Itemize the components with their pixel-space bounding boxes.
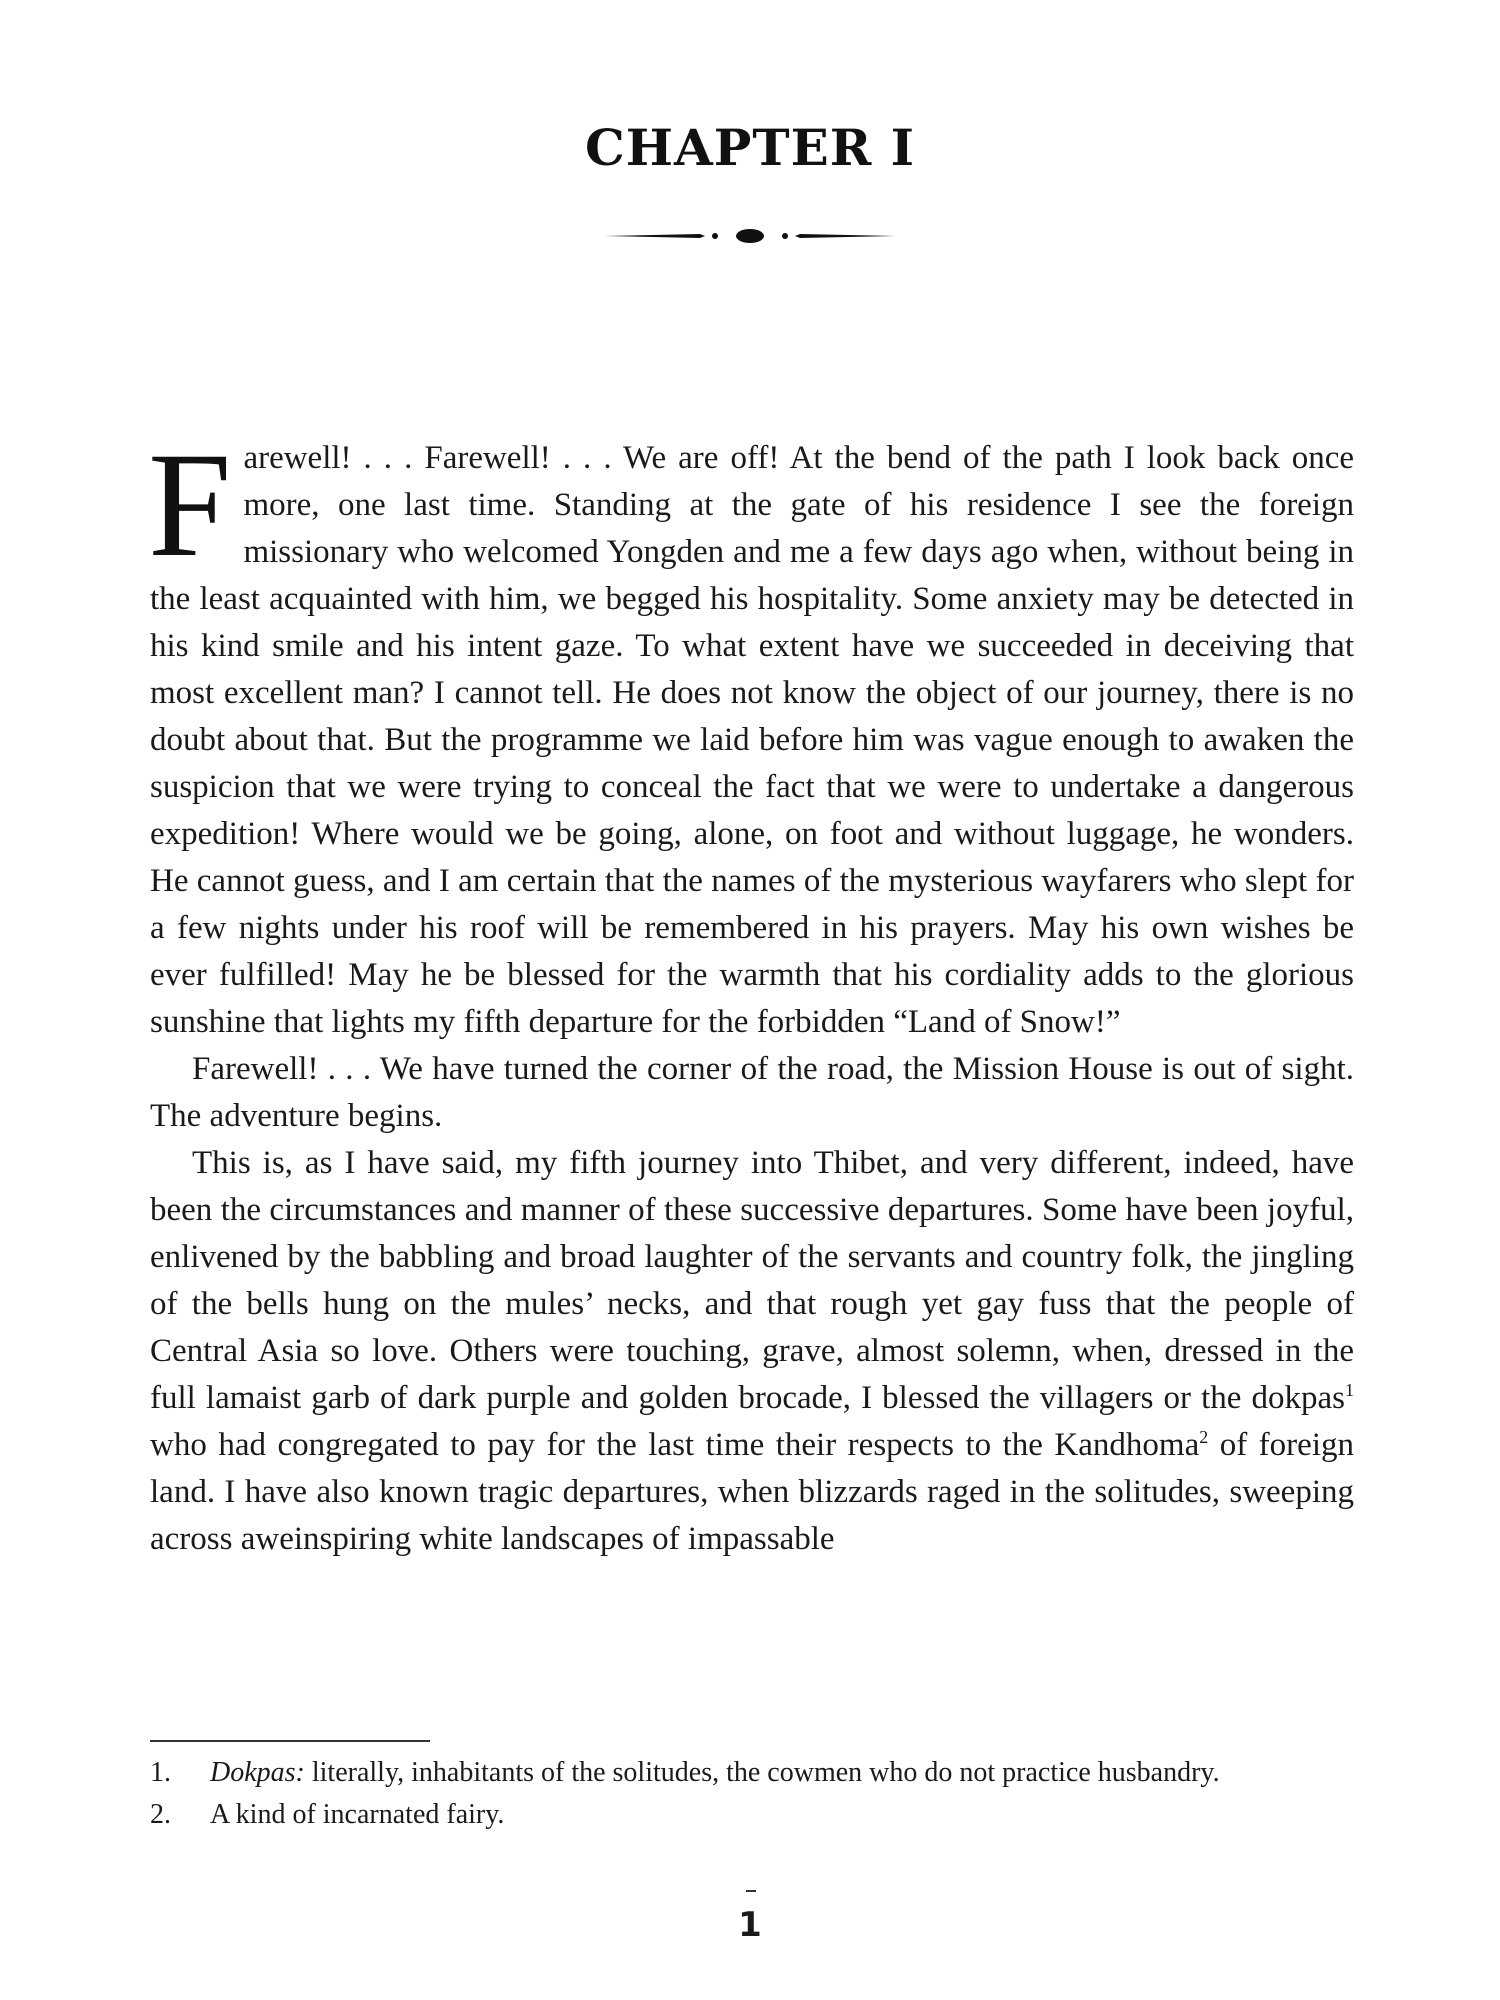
footnotes <box>150 1752 1354 1836</box>
paragraph-3-text-a: This is, as I have said, my fifth journey into Thibet, and very different, indeed, have been the circumstances and manner of these successive departures. Some have been joyful, enlivened by the babbling and broad laughter of the servants and country folk, the jingling of the bells hung on the mules’ necks, and that rough yet gay fuss that the people of Central Asia so love. Others were touching, grave, almost solemn, when, dressed in the full lamaist garb of dark purple and golden brocade, I blessed the villagers or the dokpas <box>150 1145 1354 1416</box>
paragraph-3-text-b: who had congregated to pay for the last time their respects to the Kandhoma <box>150 1427 1200 1463</box>
page-number: 1 <box>738 1905 762 1945</box>
paragraph-1-text: arewell! . . . Farewell! . . . We are off! At the bend of the path I look back once more, one last time. Standing at the gate of his residence I see the foreign missionary who welcomed Yongden and me a few days ago when, without being in the least acquainted with him, we begged his hospitality. Some anxiety may be detected in his kind smile and his intent gaze. To what extent have we succeeded in deceiving that most excellent man? I cannot tell. He does not know the object of our journey, there is no doubt about that. But the programme we laid before him was vague enough to awaken the suspicion that we were trying to conceal the fact that we were to undertake a dangerous expedition! Where would we be going, alone, on foot and without luggage, he wonders. He cannot guess, and I am certain that the names of the mysterious wayfarers who slept for a few nights under his roof will be remembered in his prayers. May his own wishes be ever fulfilled! May he be blessed for the warmth that his cordiality adds to the glorious sunshine that lights my fifth departure for the forbidden “Land of Snow!” <box>150 440 1354 1040</box>
paragraph-2: Farewell! . . . We have turned the corner of the road, the Mission House is out of sight. The adventure begins. <box>150 1051 1354 1134</box>
footnote-number: 1. <box>150 1757 171 1788</box>
chapter-body <box>148 422 1354 1563</box>
footnote-ref-2[interactable]: 2 <box>1199 1427 1209 1447</box>
paragraph-3-text-c: of foreign land. I have also known tragic departures, when blizzards raged in the solitudes, sweeping across aweinspiring white landscapes of impassable <box>150 1427 1354 1557</box>
chapter-title: CHAPTER I <box>584 118 916 177</box>
footnote-term: Dokpas: <box>210 1757 305 1788</box>
footnote-number: 2. <box>150 1799 171 1830</box>
footnote-text: A kind of incarnated fairy. <box>210 1799 505 1830</box>
paragraph-1 <box>148 422 1354 1046</box>
footnote-ref-1[interactable]: 1 <box>1345 1380 1354 1400</box>
page-number-rule <box>746 1890 756 1892</box>
drop-cap: F <box>148 422 232 588</box>
footnote-text: literally, inhabitants of the solitudes, the cowmen who do not practice husbandry. <box>304 1757 1220 1788</box>
footnote-2 <box>150 1794 1354 1836</box>
footnote-divider <box>150 1740 430 1742</box>
ornamental-divider-icon <box>605 228 895 244</box>
footnote-1 <box>150 1752 1354 1794</box>
paragraph-3 <box>150 1140 1354 1563</box>
